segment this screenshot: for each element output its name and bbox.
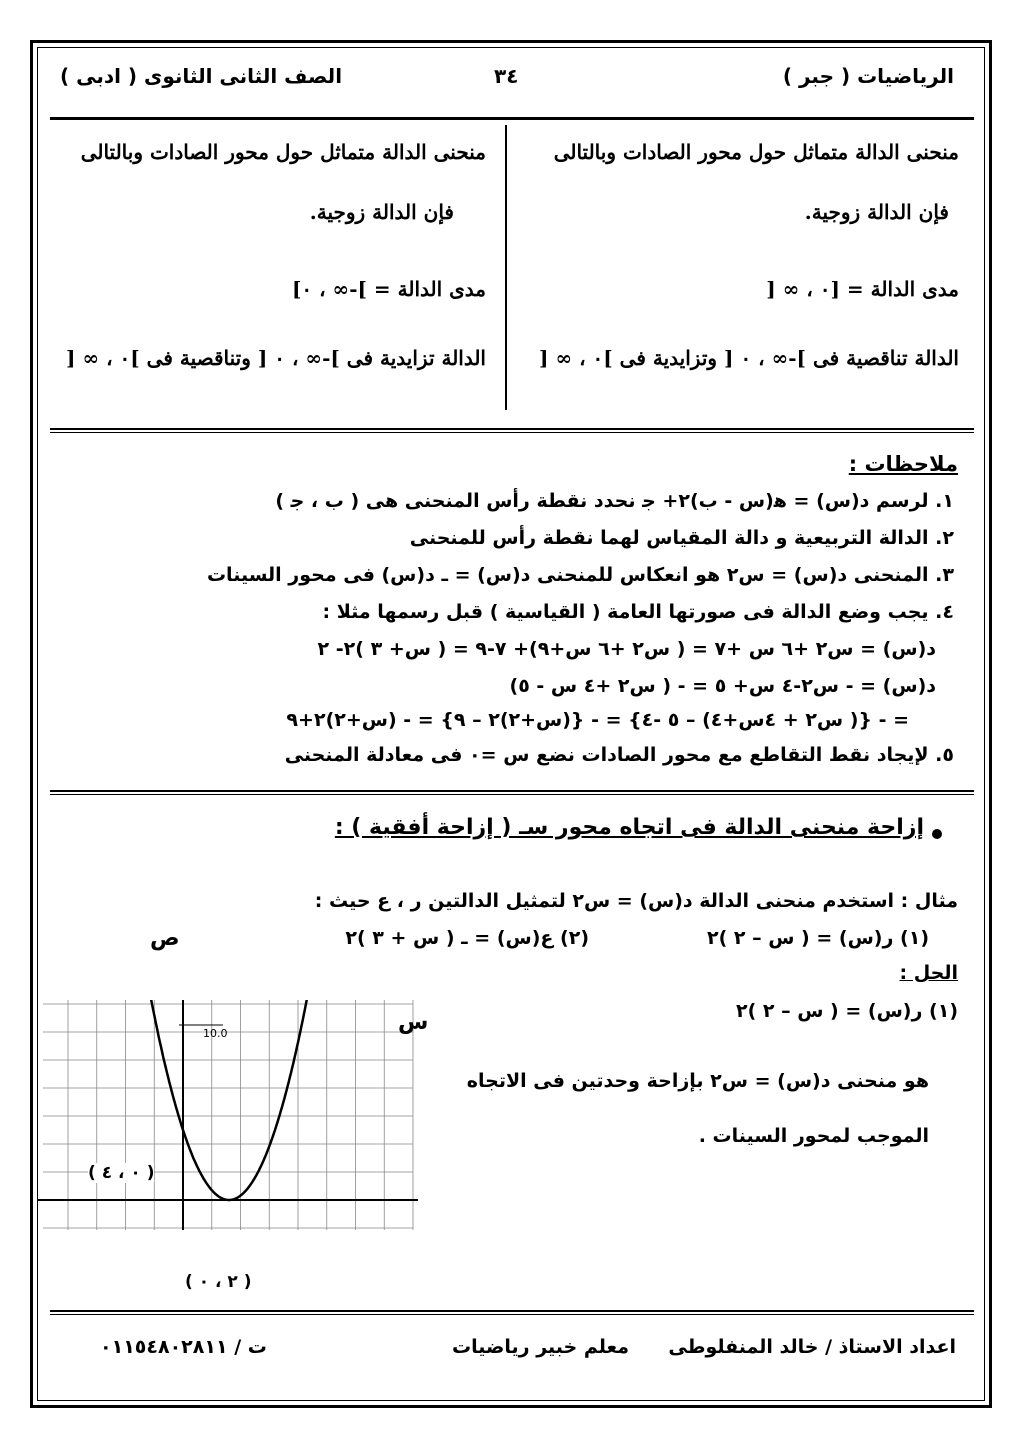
note-item-3: ٣. المنحنى د(س) = س٢ هو انعكاس للمنحنى د(س) = ـ د(س) فى محور السينات bbox=[206, 564, 954, 586]
footer-phone: ت / ٠١١٥٤٨٠٢٨١١ bbox=[100, 1336, 267, 1358]
explanation-line-2: الموجب لمحور السينات . bbox=[698, 1125, 929, 1147]
point-y-intercept: ( ٠ ، ٤ ) bbox=[88, 1163, 155, 1183]
note-item-4: ٤. يجب وضع الدالة فى صورتها العامة ( القياسية ) قبل رسمها مثلا : bbox=[322, 601, 954, 623]
note-example-line-1: د(س) = س٢ +٦ س +٧ = ( س٢ +٦ س+٩)+ ٧-٩ = ( س+ ٣ )٢- ٢ bbox=[317, 638, 936, 660]
note-example-line-2: د(س) = - س٢-٤ س+ ٥ = - ( س٢ +٤ س - ٥) bbox=[509, 675, 936, 697]
section-bullet-icon bbox=[932, 829, 942, 839]
example-part-1: (١) ر(س) = ( س – ٢ )٢ bbox=[706, 927, 929, 949]
point-vertex: ( ٢ ، ٠ ) bbox=[185, 1272, 252, 1292]
example-part-2: (٢) ع(س) = ـ ( س + ٣ )٢ bbox=[345, 927, 589, 949]
notes-title: ملاحظات : bbox=[848, 452, 958, 476]
column-separator bbox=[505, 125, 507, 410]
note-item-1: ١. لرسم د(س) = ﻫ(س - ب)٢+ ﺟ نحدد نقطة رأس المنحنى هى ( ب ، ﺟ ) bbox=[275, 490, 954, 512]
explanation-line-1: هو منحنى د(س) = س٢ بإزاحة وحدتين فى الاتجاه bbox=[466, 1070, 929, 1092]
note-example-line-3: = - {( س٢ + ٤س+٤) – ٥ -٤} = - {(س+٢)٢ – ٩} = - (س+٢)٢+٩ bbox=[286, 709, 909, 731]
note-item-2: ٢. الدالة التربيعية و دالة المقياس لهما نقطة رأس للمنحنى bbox=[409, 527, 954, 549]
y-axis-label: ص bbox=[150, 926, 180, 951]
section-title: إزاحة منحنى الدالة فى اتجاه محور سـ ( إزاحة أفقية ) : bbox=[334, 815, 924, 840]
parabola-curve bbox=[151, 1000, 307, 1200]
left-col-line-3: مدى الدالة = ]-∞ ، ٠] bbox=[291, 277, 486, 301]
solution-part-1: (١) ر(س) = ( س – ٢ )٢ bbox=[735, 1000, 958, 1022]
header-page-number: ٣٤ bbox=[494, 64, 519, 88]
header-grade: الصف الثانى الثانوى ( ادبى ) bbox=[60, 64, 343, 88]
right-col-line-1: منحنى الدالة متماثل حول محور الصادات وبالتالى bbox=[553, 140, 959, 164]
y-tick-label: 10.0 bbox=[203, 1027, 228, 1040]
right-col-line-3: مدى الدالة = [٠ ، ∞ [ bbox=[766, 277, 959, 301]
parabola-graph bbox=[28, 1000, 428, 1230]
left-col-line-4: الدالة تزايدية فى ]-∞ ، ٠ [ وتناقصية فى ]٠ ، ∞ [ bbox=[66, 346, 486, 370]
left-col-line-2: فإن الدالة زوجية. bbox=[309, 200, 454, 224]
left-col-line-1: منحنى الدالة متماثل حول محور الصادات وبالتالى bbox=[80, 140, 486, 164]
graph-axes bbox=[38, 1000, 418, 1230]
header-divider bbox=[50, 117, 974, 120]
x-axis-label: س bbox=[398, 1010, 429, 1035]
footer-author: اعداد الاستاذ / خالد المنفلوطى bbox=[668, 1336, 956, 1358]
graph-grid bbox=[43, 1000, 413, 1230]
footer-title: معلم خبير رياضيات bbox=[452, 1336, 629, 1358]
solution-label: الحل : bbox=[899, 962, 958, 984]
notes-divider bbox=[50, 790, 974, 792]
graph-divider bbox=[50, 1310, 974, 1312]
note-item-5: ٥. لإيجاد نقط التقاطع مع محور الصادات نضع س =٠ فى معادلة المنحنى bbox=[284, 744, 954, 766]
columns-divider bbox=[50, 428, 974, 430]
right-col-line-4: الدالة تناقصية فى ]-∞ ، ٠ [ وتزايدية فى ]٠ ، ∞ [ bbox=[539, 346, 959, 370]
right-col-line-2: فإن الدالة زوجية. bbox=[804, 200, 949, 224]
example-statement: مثال : استخدم منحنى الدالة د(س) = س٢ لتمثيل الدالتين ر ، ع حيث : bbox=[314, 890, 958, 912]
header-subject: الرياضيات ( جبر ) bbox=[782, 64, 954, 88]
